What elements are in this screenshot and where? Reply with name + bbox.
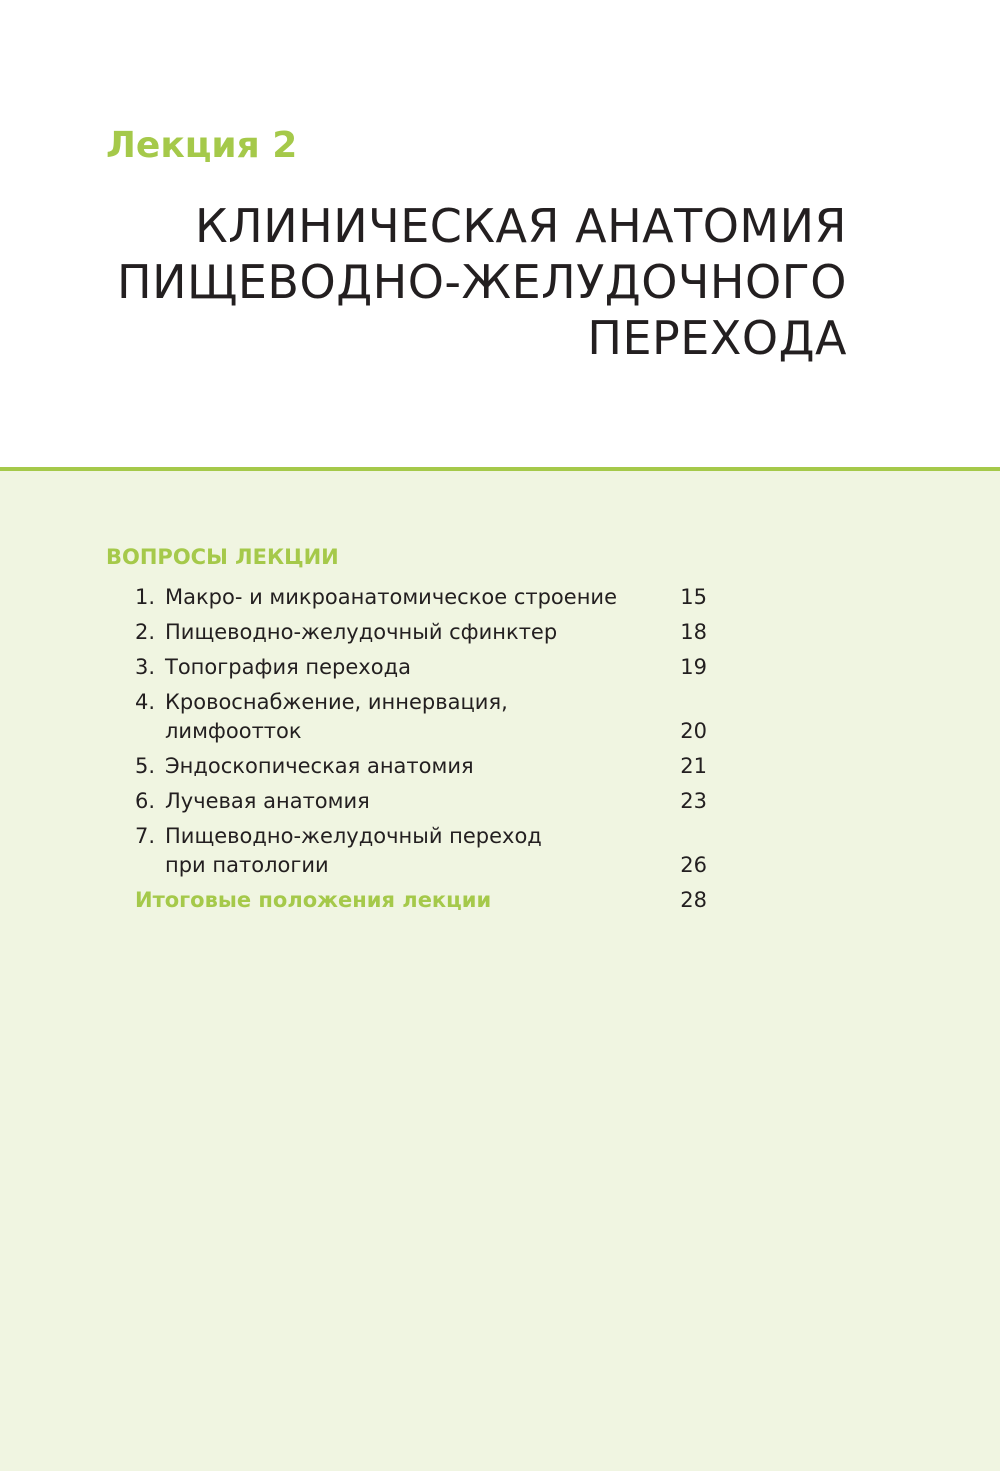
toc-item-text: Эндоскопическая анатомия (165, 754, 474, 778)
toc-item[interactable] (135, 752, 707, 781)
title-line: ПИЩЕВОДНО-ЖЕЛУДОЧНОГО (117, 255, 847, 309)
toc-item-page: 26 (680, 853, 707, 877)
toc-item-text: Кровоснабжение, иннервация, лимфоотток (165, 690, 508, 743)
toc-item-page: 23 (680, 789, 707, 813)
toc-item-text: Лучевая анатомия (165, 789, 370, 813)
title-line: ПЕРЕХОДА (587, 311, 847, 365)
toc-item-page: 21 (680, 754, 707, 778)
toc-item[interactable] (135, 583, 707, 612)
toc-item-number: 7. (135, 824, 156, 848)
toc-item-text: Пищеводно-желудочный сфинктер (165, 620, 558, 644)
lecture-number: Лекция 2 (106, 125, 298, 166)
title-line: КЛИНИЧЕСКАЯ АНАТОМИЯ (195, 199, 847, 253)
toc-item[interactable] (135, 653, 707, 682)
toc-item[interactable] (135, 822, 707, 880)
toc-item[interactable] (135, 787, 707, 816)
toc-item-page: 18 (680, 620, 707, 644)
table-of-contents (135, 583, 707, 921)
toc-item-number: 1. (135, 585, 156, 609)
lecture-title (87, 198, 847, 366)
toc-item-number: 6. (135, 789, 156, 813)
toc-item[interactable] (135, 688, 707, 746)
toc-item-number: 2. (135, 620, 156, 644)
toc-summary-item[interactable] (135, 886, 707, 915)
toc-item-page: 15 (680, 585, 707, 609)
toc-item-text: Пищеводно-желудочный переход при патологии (165, 824, 542, 877)
toc-summary-page: 28 (680, 888, 707, 912)
toc-item-page: 20 (680, 719, 707, 743)
toc-item-page: 19 (680, 655, 707, 679)
toc-item-number: 5. (135, 754, 156, 778)
toc-item[interactable] (135, 618, 707, 647)
toc-summary-text: Итоговые положения лекции (135, 888, 492, 912)
toc-item-number: 3. (135, 655, 156, 679)
toc-item-text: Топография перехода (165, 655, 411, 679)
toc-item-text: Макро- и микроанатомическое строение (165, 585, 617, 609)
questions-heading: ВОПРОСЫ ЛЕКЦИИ (106, 545, 339, 569)
toc-item-number: 4. (135, 690, 156, 714)
